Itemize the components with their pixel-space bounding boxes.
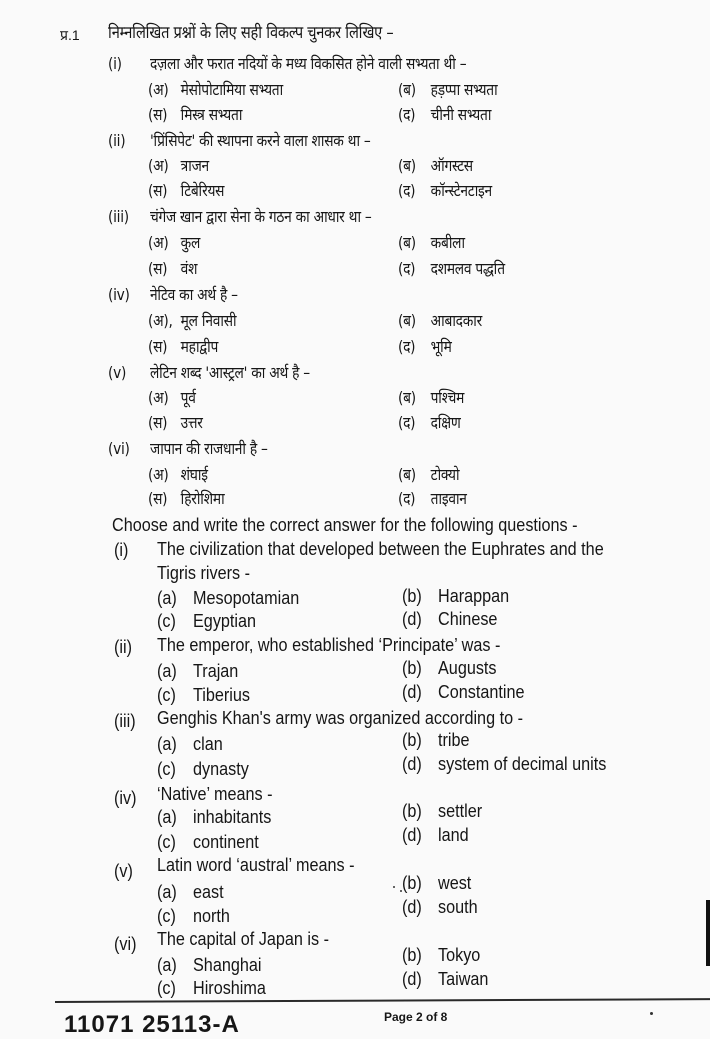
hindi-q6-option-b <box>398 467 459 483</box>
option-text: चीनी सभ्यता <box>430 105 492 124</box>
option-text: Chinese <box>438 609 498 629</box>
option-text: Tiberius <box>193 685 251 705</box>
option-label: (अ) <box>148 233 169 252</box>
option-label: (अ) <box>148 80 169 99</box>
english-q4-option-a <box>157 808 271 826</box>
option-text: टोक्यो <box>430 465 460 484</box>
page-edge-mark <box>706 900 710 966</box>
option-label: (ब) <box>398 465 416 484</box>
hindi-q6-option-d <box>398 491 467 507</box>
hindi-q3-option-c <box>148 261 197 277</box>
english-q2-option-b <box>402 659 497 677</box>
english-q2-option-d <box>402 683 524 701</box>
speck <box>650 1012 653 1015</box>
english-q4-text: ‘Native’ means - <box>157 784 273 804</box>
english-q1-text-line2: Tigris rivers - <box>157 563 250 583</box>
english-q5-option-d <box>402 898 478 916</box>
english-q6-option-d <box>402 970 488 988</box>
option-label: (d) <box>402 754 422 774</box>
english-q3-option-b <box>402 731 470 749</box>
hindi-q5-option-b <box>398 390 464 406</box>
hindi-q4-option-b <box>398 313 482 329</box>
option-label: (d) <box>402 682 422 702</box>
option-label: (ब) <box>398 388 416 407</box>
option-text: dynasty <box>193 759 249 779</box>
option-label: (a) <box>157 955 177 975</box>
english-q3-option-a <box>157 735 223 753</box>
option-label: (ब) <box>398 311 416 330</box>
option-label: (a) <box>157 661 177 681</box>
english-q5-text: Latin word ‘austral’ means - <box>157 855 355 875</box>
option-label: (b) <box>402 873 422 893</box>
english-q1-option-c <box>157 612 256 630</box>
option-label: (ब) <box>398 80 416 99</box>
hindi-q1-text: दज़ला और फरात नदियों के मध्य विकसित होने वाली सभ्यता थी – <box>150 54 467 73</box>
option-label: (द) <box>398 337 416 356</box>
hindi-q6-option-c <box>148 491 224 507</box>
hindi-q1-option-d <box>398 107 491 123</box>
question-number: प्र.1 <box>60 27 80 43</box>
option-text: मिस्त्र सभ्यता <box>180 105 243 124</box>
option-label: (स) <box>148 489 168 508</box>
option-label: (स) <box>148 259 168 278</box>
english-q4-option-d <box>402 826 469 844</box>
page-number: Page 2 of 8 <box>384 1010 448 1024</box>
english-q3-number: (iii) <box>114 711 136 731</box>
hindi-q1-option-c <box>148 107 242 123</box>
english-q3-option-d <box>402 755 606 773</box>
option-label: (द) <box>398 181 416 200</box>
hindi-q2-number: (ii) <box>108 131 126 150</box>
hindi-q3-option-b <box>398 235 465 251</box>
hindi-q5-number: (v) <box>108 363 127 382</box>
english-q3-text: Genghis Khan's army was organized according to - <box>157 708 523 728</box>
hindi-q3-text: चंगेज खान द्वारा सेना के गठन का आधार था – <box>150 207 372 226</box>
option-text: Hiroshima <box>193 978 266 998</box>
speck <box>400 890 402 892</box>
english-q2-option-c <box>157 686 250 704</box>
option-label: (अ) <box>148 156 169 175</box>
english-q5-option-b <box>402 874 471 892</box>
option-label: (स) <box>148 181 168 200</box>
english-q1-option-a <box>157 589 299 607</box>
option-text: inhabitants <box>193 807 272 827</box>
hindi-q6-number: (vi) <box>108 439 130 458</box>
option-label: (b) <box>402 730 422 750</box>
option-text: त्राजन <box>180 156 209 175</box>
option-text: ऑगस्टस <box>430 156 473 175</box>
option-label: (b) <box>402 801 422 821</box>
hindi-q3-option-a <box>148 235 200 251</box>
option-label: (अ) <box>148 388 169 407</box>
english-q6-number: (vi) <box>114 934 137 954</box>
hindi-q5-text: लेटिन शब्द 'आस्ट्रल' का अर्थ है – <box>150 363 310 382</box>
option-label: (अ), <box>148 311 173 330</box>
option-text: कबीला <box>430 233 465 252</box>
english-q4-number: (iv) <box>114 788 137 808</box>
english-q1-number: (i) <box>114 540 129 560</box>
option-label: (ब) <box>398 233 416 252</box>
option-text: land <box>438 825 469 845</box>
option-text: टिबेरियस <box>180 181 225 200</box>
option-label: (स) <box>148 105 168 124</box>
option-text: south <box>438 897 478 917</box>
option-label: (d) <box>402 609 422 629</box>
english-q1-option-b <box>402 587 509 605</box>
option-label: (c) <box>157 906 176 926</box>
option-text: मेसोपोटामिया सभ्यता <box>180 80 283 99</box>
option-label: (c) <box>157 685 176 705</box>
option-label: (b) <box>402 586 422 606</box>
hindi-q4-option-d <box>398 339 452 355</box>
footer-divider <box>55 998 710 1003</box>
option-label: (c) <box>157 832 176 852</box>
option-text: Constantine <box>438 682 525 702</box>
option-text: पश्चिम <box>430 388 465 407</box>
hindi-q3-number: (iii) <box>108 207 129 226</box>
option-text: clan <box>193 734 223 754</box>
hindi-q2-text: 'प्रिंसिपेट' की स्थापना करने वाला शासक था – <box>150 131 371 150</box>
english-q5-number: (v) <box>114 861 133 881</box>
hindi-q5-option-d <box>398 415 461 431</box>
english-q2-number: (ii) <box>114 637 132 657</box>
option-label: (c) <box>157 611 176 631</box>
hindi-q3-option-d <box>398 261 505 277</box>
option-label: (d) <box>402 969 422 989</box>
option-text: महाद्वीप <box>180 337 219 356</box>
english-q6-option-a <box>157 956 261 974</box>
option-text: north <box>193 906 230 926</box>
option-text: Augusts <box>438 658 497 678</box>
option-label: (b) <box>402 658 422 678</box>
option-text: settler <box>438 801 483 821</box>
hindi-q4-number: (iv) <box>108 285 130 304</box>
hindi-q1-option-b <box>398 82 497 98</box>
hindi-q1-number: (i) <box>108 54 122 73</box>
hindi-q4-text: नेटिव का अर्थ है – <box>150 285 238 304</box>
option-text: west <box>438 873 472 893</box>
option-label: (अ) <box>148 465 169 484</box>
option-text: Tokyo <box>438 945 481 965</box>
english-q3-option-c <box>157 760 249 778</box>
hindi-q4-option-a <box>148 313 236 329</box>
option-text: Egyptian <box>193 611 257 631</box>
english-q5-option-c <box>157 907 230 925</box>
speck <box>393 886 395 888</box>
hindi-q6-option-a <box>148 467 208 483</box>
option-text: भूमि <box>430 337 452 356</box>
paper-code: 11071 25113-A <box>64 1011 240 1038</box>
hindi-instruction: निम्नलिखित प्रश्नों के लिए सही विकल्प चुनकर लिखिए – <box>108 23 394 43</box>
option-label: (द) <box>398 105 416 124</box>
option-label: (d) <box>402 897 422 917</box>
option-label: (द) <box>398 259 416 278</box>
option-text: हिरोशिमा <box>180 489 225 508</box>
hindi-q2-option-c <box>148 183 224 199</box>
option-label: (c) <box>157 759 176 779</box>
option-text: Harappan <box>438 586 510 606</box>
option-text: east <box>193 882 224 902</box>
hindi-q5-option-a <box>148 390 196 406</box>
option-label: (ब) <box>398 156 416 175</box>
option-text: कुल <box>180 233 201 252</box>
option-text: उत्तर <box>180 413 203 432</box>
hindi-q2-option-d <box>398 183 492 199</box>
english-q2-option-a <box>157 662 238 680</box>
option-label: (द) <box>398 489 416 508</box>
english-q2-text: The emperor, who established ‘Principate’ was - <box>157 635 501 655</box>
english-q1-option-d <box>402 610 497 628</box>
english-q6-text: The capital of Japan is - <box>157 929 329 949</box>
option-label: (d) <box>402 825 422 845</box>
english-q6-option-c <box>157 979 266 997</box>
english-q1-text: The civilization that developed between the Euphrates and the <box>157 539 604 559</box>
option-text: दक्षिण <box>430 413 461 432</box>
hindi-q6-text: जापान की राजधानी है – <box>150 439 268 458</box>
option-label: (द) <box>398 413 416 432</box>
option-label: (a) <box>157 588 177 608</box>
hindi-q1-option-a <box>148 82 283 98</box>
option-text: दशमलव पद्धति <box>430 259 505 278</box>
hindi-q2-option-a <box>148 158 209 174</box>
option-text: आबादकार <box>430 311 482 330</box>
option-text: शंघाई <box>180 465 208 484</box>
english-instruction: Choose and write the correct answer for the following questions - <box>112 515 578 535</box>
option-text: कॉन्स्टेनटाइन <box>430 181 492 200</box>
option-label: (a) <box>157 807 177 827</box>
option-text: ताइवान <box>430 489 467 508</box>
hindi-q5-option-c <box>148 415 203 431</box>
option-text: continent <box>193 832 259 852</box>
option-label: (c) <box>157 978 176 998</box>
hindi-q2-option-b <box>398 158 473 174</box>
option-text: system of decimal units <box>438 754 607 774</box>
option-label: (b) <box>402 945 422 965</box>
option-label: (स) <box>148 413 168 432</box>
option-label: (a) <box>157 734 177 754</box>
english-q4-option-c <box>157 833 259 851</box>
option-text: Taiwan <box>438 969 489 989</box>
option-text: मूल निवासी <box>180 311 237 330</box>
option-text: पूर्व <box>180 388 196 407</box>
option-text: tribe <box>438 730 470 750</box>
hindi-q4-option-c <box>148 339 218 355</box>
option-text: Trajan <box>193 661 239 681</box>
option-text: हड़प्पा सभ्यता <box>430 80 498 99</box>
english-q5-option-a <box>157 883 224 901</box>
option-label: (a) <box>157 882 177 902</box>
option-label: (स) <box>148 337 168 356</box>
english-q6-option-b <box>402 946 480 964</box>
option-text: वंश <box>180 259 198 278</box>
english-q4-option-b <box>402 802 482 820</box>
option-text: Shanghai <box>193 955 262 975</box>
option-text: Mesopotamian <box>193 588 300 608</box>
